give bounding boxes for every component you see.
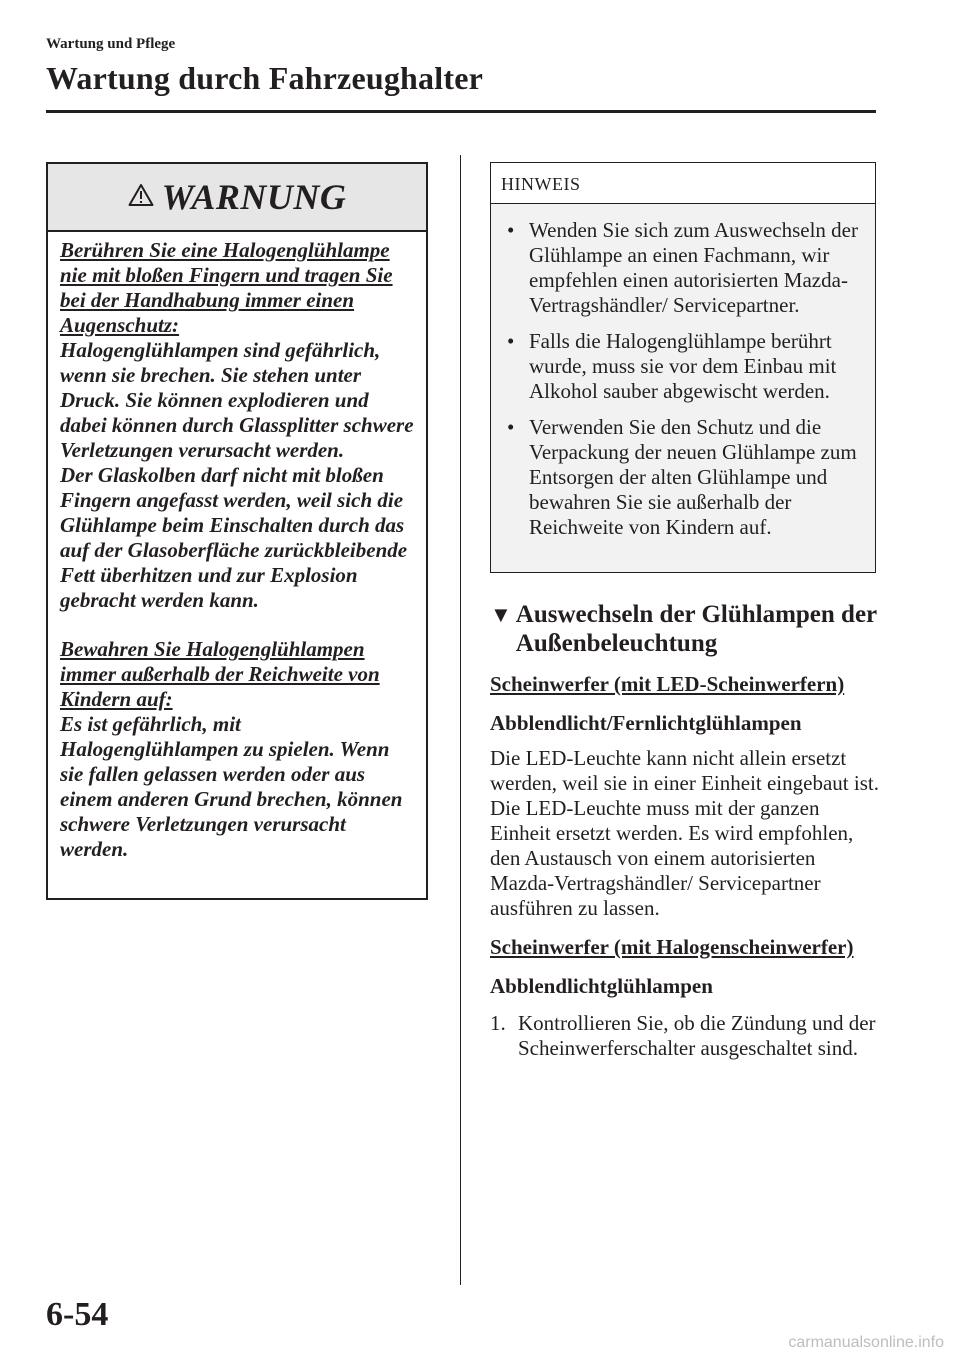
page-title: Wartung durch Fahrzeughalter xyxy=(46,60,484,96)
section-label: Wartung und Pflege xyxy=(46,36,176,52)
page-number: 6-54 xyxy=(46,1296,109,1333)
hint-item: • Falls die Halogenglühlampe berührt wurde, muss sie vor dem Einbau mit Alkohol sauber abgewischt werden. xyxy=(507,329,837,403)
hint-item: • Verwenden Sie den Schutz und die Verpackung der neuen Glühlampe zum Entsorgen der alten Glühlampe und bewahren Sie sie außerhalb der Reichweite von Kindern auf. xyxy=(507,415,857,539)
hint-list xyxy=(491,204,875,540)
triangle-down-icon: ▼ xyxy=(490,602,512,627)
bullet-icon: • xyxy=(507,415,515,439)
led-paragraph: Die LED-Leuchte kann nicht allein ersetzt werden, weil sie in einer Einheit eingebaut ist. Die LED-Leuchte muss mit der ganzen Einheit ersetzt werden. Es wird empfohlen, den Austausch von einem autorisierten Mazda-Vertragshändler/ Servicepartner ausführen zu lassen. xyxy=(490,746,879,920)
column-divider xyxy=(460,155,461,1285)
watermark: carmanualsonline.info xyxy=(788,1334,944,1351)
subheading-halogen: Scheinwerfer (mit Halogenscheinwerfer) xyxy=(490,935,854,959)
hint-box xyxy=(490,162,876,573)
warning-heading-2: Bewahren Sie Halogenglühlampen immer außerhalb der Reichweite von Kindern auf: xyxy=(60,637,380,711)
subheading-led: Scheinwerfer (mit LED-Scheinwerfern) xyxy=(490,672,845,696)
header-rule xyxy=(46,110,876,113)
section-heading: ▼ Auswechseln der Glühlampen der Außenbeleuchtung xyxy=(490,601,877,657)
warning-title: WARNUNG xyxy=(161,177,347,217)
warning-triangle-icon xyxy=(128,183,154,212)
main-content xyxy=(490,600,880,1061)
subheading-halogen-bulbs: Abblendlichtglühlampen xyxy=(490,974,713,998)
warning-body xyxy=(48,232,426,862)
warning-text-3: Es ist gefährlich, mit Halogenglühlampen zu spielen. Wenn sie fallen gelassen werden oder aus einem anderen Grund brechen, können schwere Verletzungen verursacht werden. xyxy=(60,712,403,861)
hint-item: • Wenden Sie sich zum Auswechseln der Glühlampe an einen Fachmann, wir empfehlen einen autorisierten Mazda-Vertragshändler/ Servicepartner. xyxy=(507,218,858,317)
warning-heading-1: Berühren Sie eine Halogenglühlampe nie mit bloßen Fingern und tragen Sie bei der Handhabung immer einen Augenschutz: xyxy=(60,238,393,337)
warning-text-2: Der Glaskolben darf nicht mit bloßen Fingern angefasst werden, weil sich die Glühlampe beim Einschalten durch das auf der Glasoberfläche zurückbleibende Fett überhitzen und zur Explosion gebracht werden kann. xyxy=(60,463,408,612)
bullet-icon: • xyxy=(507,329,515,353)
bullet-icon: • xyxy=(507,218,515,242)
subheading-led-bulbs: Abblendlicht/Fernlichtglühlampen xyxy=(490,711,802,735)
step-1: 1. Kontrollieren Sie, ob die Zündung und der Scheinwerferschalter ausgeschaltet sind. xyxy=(490,1011,876,1060)
warning-box xyxy=(46,162,428,900)
warning-header xyxy=(48,164,426,232)
warning-text-1: Halogenglühlampen sind gefährlich, wenn sie brechen. Sie stehen unter Druck. Sie können explodieren und dabei können durch Glassplitter schwere Verletzungen verursacht werden. xyxy=(60,338,414,462)
hint-title: HINWEIS xyxy=(491,163,875,204)
